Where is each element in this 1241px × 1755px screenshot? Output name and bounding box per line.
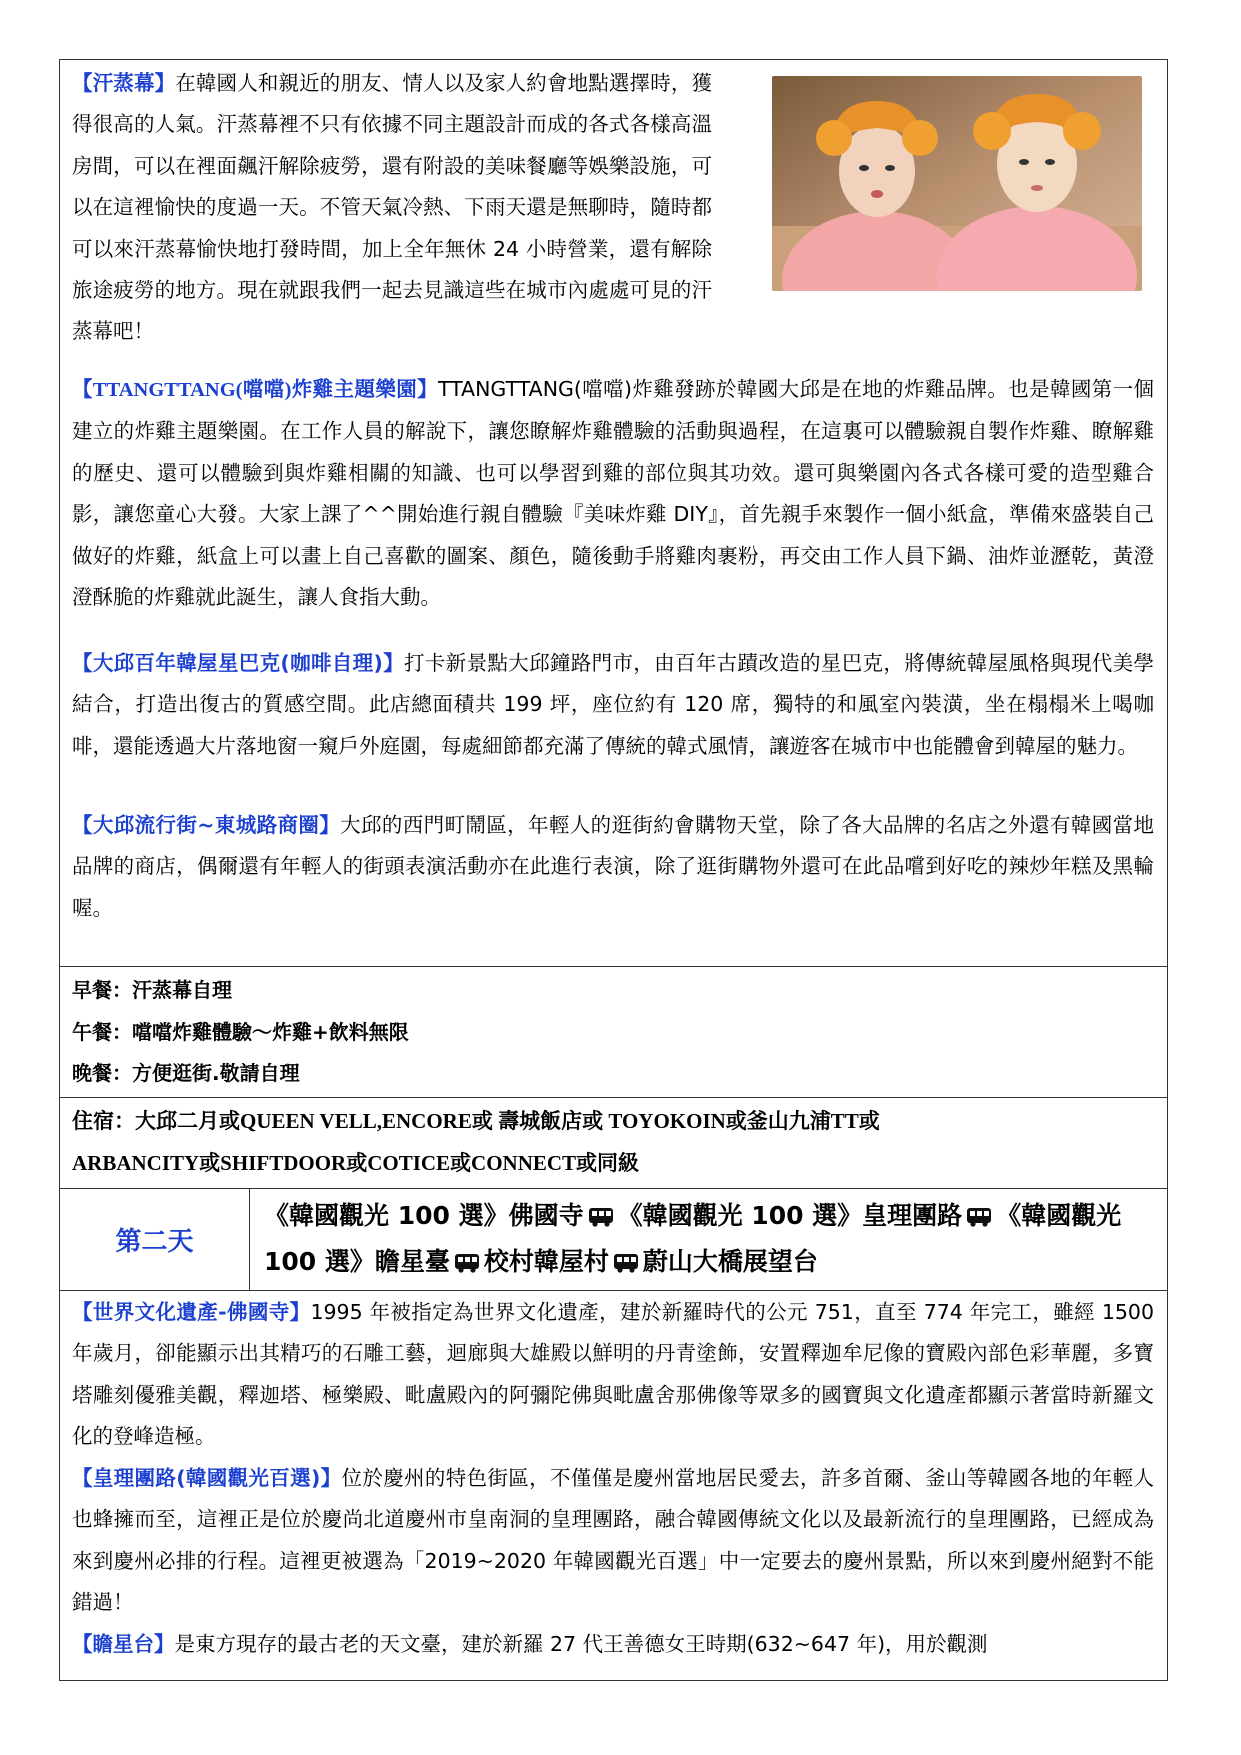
day2-header [60,1189,1167,1291]
attraction-starbucks [72,643,1154,767]
day2-stop: 《韓國觀光 100 選》皇理團路 [617,1201,963,1230]
day2-stop: 校村韓屋村 [483,1247,609,1276]
attraction-sauna [72,63,712,353]
day2-stop: 《韓國觀光 100 選》瞻星臺 [264,1201,1122,1276]
attraction-chicken-park-text: TTANGTTANG(噹噹)炸雞發跡於韓國大邱是在地的炸雞品牌。也是韓國第一個建立的炸雞主題樂園。在工作人員的解說下，讓您瞭解炸雞體驗的活動與過程，在這裏可以體驗親自製作炸雞、瞭解雞的歷史、還可以體驗到與炸雞相關的知識、也可以學習到雞的部位與其功效。還可與樂園內各式各樣可愛的造型雞合影，讓您童心大發。大家上課了^^開始進行親自體驗『美味炸雞 DIY』，首先親手來製作一個小紙盒，準備來盛裝自己做好的炸雞，紙盒上可以畫上自己喜歡的圖案、顏色，隨後動手將雞肉裹粉，再交由工作人員下鍋、油炸並瀝乾，黃澄澄酥脆的炸雞就此誕生，讓人食指大動。 [72,377,1155,610]
attraction-dongseongno-text: 大邱的西門町鬧區，年輕人的逛街約會購物天堂，除了各大品牌的名店之外還有韓國當地品牌的商店，偶爾還有年輕人的街頭表演活動亦在此進行表演，除了逛街購物外還可在此品嚐到好吃的辣炒年糕及黑輪喔。 [72,813,1154,920]
hotel-section [60,1098,1167,1189]
sauna-photo [772,76,1142,291]
bus-icon [613,1253,639,1273]
attraction-chicken-park-title: 【TTANGTTANG(噹噹)炸雞主題樂園】 [72,379,438,401]
attraction-chicken-park [72,369,1154,618]
meal-breakfast: 早餐：汗蒸幕自理 [72,978,232,1002]
attraction-sauna-title: 【汗蒸幕】 [72,71,176,95]
attraction-sauna-text: 在韓國人和親近的朋友、情人以及家人約會地點選擇時，獲得很高的人氣。汗蒸幕裡不只有依據不同主題設計而成的各式各樣高溫房間，可以在裡面飆汗解除疲勞，還有附設的美味餐廳等娛樂設施，可以在這裡愉快的度過一天。不管天氣冷熱、下雨天還是無聊時，隨時都可以來汗蒸幕愉快地打發時間，加上全年無休 24 小時營業，還有解除旅途疲勞的地方。現在就跟我們一起去見識這些在城市內處處可見的汗蒸幕吧！ [72,71,712,344]
attractions-section [60,60,1167,967]
attraction-dongseongno [72,805,1154,929]
day2-label: 第二天 [60,1189,250,1290]
day2-stop: 蔚山大橋展望台 [642,1247,818,1276]
detail-hwangnidan-title: 【皇理團路(韓國觀光百選)】 [72,1466,342,1490]
attraction-starbucks-text: 打卡新景點大邱鐘路門市，由百年古蹟改造的星巴克，將傳統韓屋風格與現代美學結合，打造出復古的質感空間。此店總面積共 199 坪，座位約有 120 席，獨特的和風室內裝潢，坐在榻榻米上喝咖啡，還能透過大片落地窗一窺戶外庭園，每處細節都充滿了傳統的韓式風情，讓遊客在城市中也能體會到韓屋的魅力。 [72,651,1154,758]
bus-icon [588,1207,614,1227]
attraction-starbucks-title: 【大邱百年韓屋星巴克(咖啡自理)】 [72,651,405,675]
day2-details [60,1291,1167,1680]
day2-route [264,1193,1157,1285]
detail-bulguksa-text: 1995 年被指定為世界文化遺產，建於新羅時代的公元 751，直至 774 年完工，雖經 1500 年歲月，卻能顯示出其精巧的石雕工藝，迴廊與大雄殿以鮮明的丹青塗飾，安置釋迦牟尼像的寶殿內部色彩華麗，多寶塔雕刻優雅美觀，釋迦塔、極樂殿、毗盧殿內的阿彌陀佛與毗盧舍那佛像等眾多的國寶與文化遺產都顯示著當時新羅文化的登峰造極。 [72,1300,1154,1449]
detail-bulguksa [72,1292,1154,1458]
meal-dinner: 晚餐：方便逛街.敬請自理 [72,1061,300,1085]
bus-icon [454,1253,480,1273]
detail-cheomseongdae-title: 【瞻星台】 [72,1632,175,1656]
hotel-line-1: 住宿：大邱二月或QUEEN VELL,ENCORE或 壽城飯店或 TOYOKOIN或釜山九浦TT或 [72,1109,880,1133]
detail-cheomseongdae [72,1624,1154,1665]
detail-hwangnidan-text: 位於慶州的特色街區，不僅僅是慶州當地居民愛去，許多首爾、釜山等韓國各地的年輕人也蜂擁而至，這裡正是位於慶尚北道慶州市皇南洞的皇理團路，融合韓國傳統文化以及最新流行的皇理團路，已經成為來到慶州必排的行程。這裡更被選為「2019~2020 年韓國觀光百選」中一定要去的慶州景點，所以來到慶州絕對不能錯過！ [72,1466,1155,1615]
detail-bulguksa-title: 【世界文化遺產-佛國寺】 [72,1300,311,1324]
detail-cheomseongdae-text: 是東方現存的最古老的天文臺，建於新羅 27 代王善德女王時期(632~647 年)，用於觀測 [174,1632,988,1656]
attraction-dongseongno-title: 【大邱流行街~東城路商圈】 [72,813,341,837]
bus-icon [966,1207,992,1227]
hotel-line-2: ARBANCITY或SHIFTDOOR或COTICE或CONNECT或同級 [72,1150,640,1175]
detail-hwangnidan [72,1458,1154,1624]
day2-stop: 《韓國觀光 100 選》佛國寺 [264,1201,584,1230]
itinerary-frame [59,59,1168,1681]
meals-section [60,967,1167,1098]
meal-lunch: 午餐：噹噹炸雞體驗～炸雞+飲料無限 [72,1019,409,1044]
